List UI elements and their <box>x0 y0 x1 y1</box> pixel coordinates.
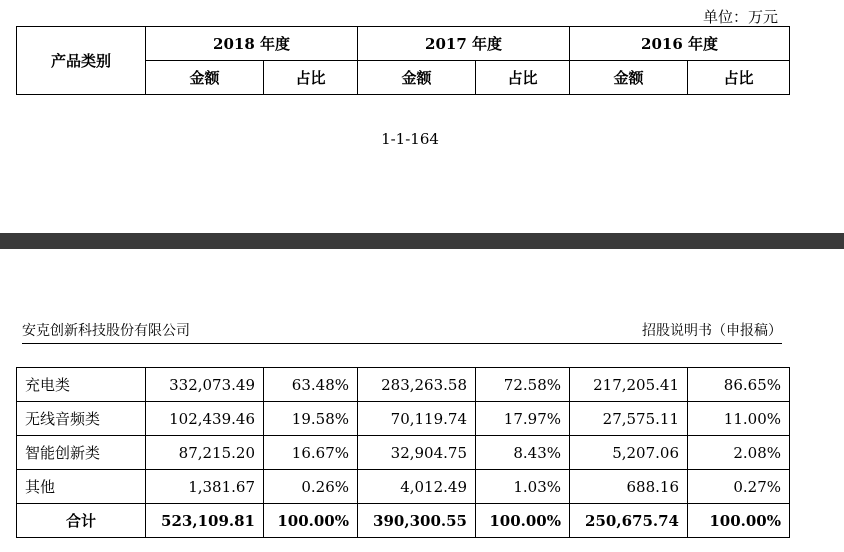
amount-cell: 217,205.41 <box>570 368 688 402</box>
ratio-cell: 17.97% <box>476 402 570 436</box>
amount-header: 金额 <box>358 61 476 95</box>
amount-cell: 27,575.11 <box>570 402 688 436</box>
amount-cell: 688.16 <box>570 470 688 504</box>
ratio-cell: 86.65% <box>688 368 790 402</box>
unit-label: 单位：万元 <box>702 8 778 26</box>
header-rule <box>22 343 782 344</box>
amount-header: 金额 <box>146 61 264 95</box>
ratio-header: 占比 <box>264 61 358 95</box>
ratio-header: 占比 <box>476 61 570 95</box>
category-cell: 智能创新类 <box>17 436 146 470</box>
company-name: 安克创新科技股份有限公司 <box>22 323 190 339</box>
page-divider <box>0 233 844 249</box>
ratio-cell: 16.67% <box>264 436 358 470</box>
category-cell: 合计 <box>17 504 146 538</box>
ratio-cell: 100.00% <box>264 504 358 538</box>
amount-cell: 332,073.49 <box>146 368 264 402</box>
amount-cell: 250,675.74 <box>570 504 688 538</box>
amount-header: 金额 <box>570 61 688 95</box>
table-row <box>17 368 790 402</box>
ratio-cell: 19.58% <box>264 402 358 436</box>
amount-cell: 523,109.81 <box>146 504 264 538</box>
amount-cell: 283,263.58 <box>358 368 476 402</box>
year-header-2016: 2016 年度 <box>570 27 790 61</box>
ratio-cell: 63.48% <box>264 368 358 402</box>
ratio-cell: 100.00% <box>476 504 570 538</box>
category-header: 产品类别 <box>17 27 146 95</box>
amount-cell: 390,300.55 <box>358 504 476 538</box>
year-header-2017: 2017 年度 <box>358 27 570 61</box>
ratio-cell: 0.26% <box>264 470 358 504</box>
table-header <box>16 26 790 95</box>
year-header-2018: 2018 年度 <box>146 27 358 61</box>
amount-cell: 5,207.06 <box>570 436 688 470</box>
category-cell: 无线音频类 <box>17 402 146 436</box>
ratio-cell: 8.43% <box>476 436 570 470</box>
ratio-cell: 0.27% <box>688 470 790 504</box>
amount-cell: 1,381.67 <box>146 470 264 504</box>
table-row <box>17 402 790 436</box>
ratio-cell: 72.58% <box>476 368 570 402</box>
amount-cell: 70,119.74 <box>358 402 476 436</box>
table-row <box>17 470 790 504</box>
ratio-cell: 2.08% <box>688 436 790 470</box>
amount-cell: 32,904.75 <box>358 436 476 470</box>
category-cell: 充电类 <box>17 368 146 402</box>
table-row <box>17 436 790 470</box>
amount-cell: 87,215.20 <box>146 436 264 470</box>
product-revenue-table <box>16 367 790 538</box>
category-cell: 其他 <box>17 470 146 504</box>
total-row <box>17 504 790 538</box>
amount-cell: 102,439.46 <box>146 402 264 436</box>
page-number: 1-1-164 <box>381 130 439 148</box>
ratio-cell: 1.03% <box>476 470 570 504</box>
document-type: 招股说明书（申报稿） <box>642 323 782 339</box>
ratio-cell: 11.00% <box>688 402 790 436</box>
ratio-header: 占比 <box>688 61 790 95</box>
amount-cell: 4,012.49 <box>358 470 476 504</box>
ratio-cell: 100.00% <box>688 504 790 538</box>
